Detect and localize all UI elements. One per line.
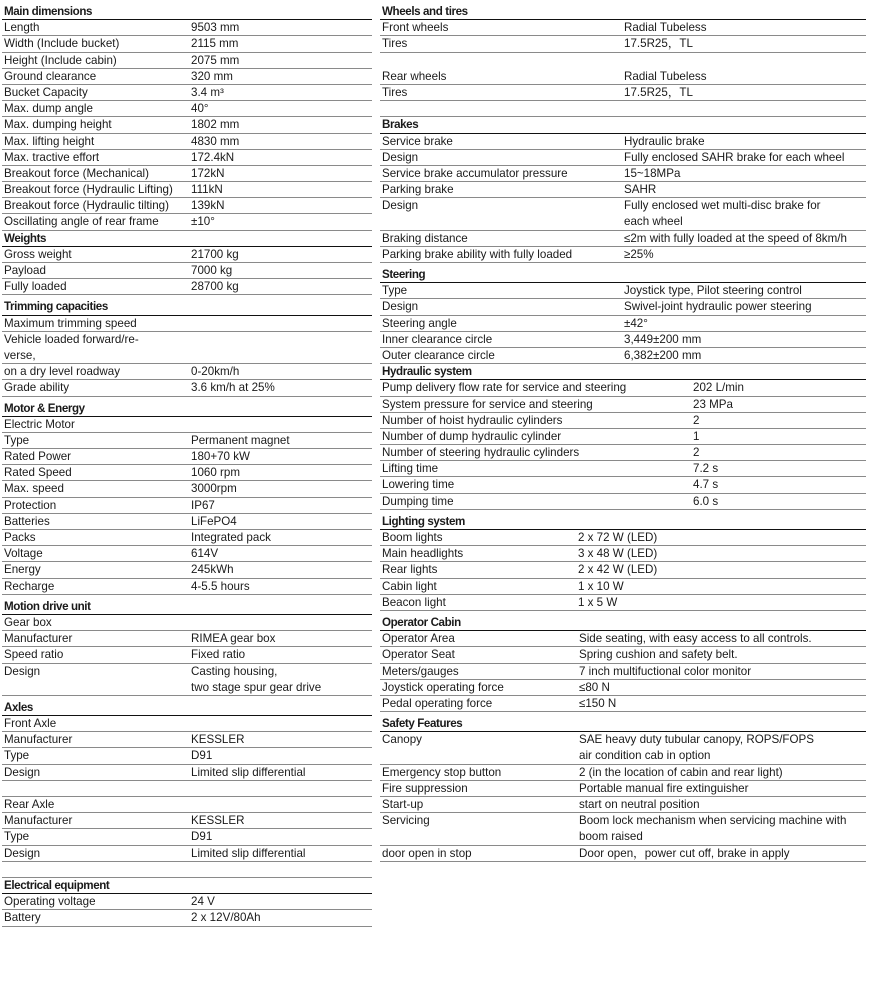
spec-label: Manufacturer bbox=[4, 814, 73, 828]
spec-value: SAE heavy duty tubular canopy, ROPS/FOPS bbox=[579, 733, 814, 747]
spec-value: start on neutral position bbox=[579, 798, 700, 811]
spec-label: door open in stop bbox=[382, 846, 472, 860]
spec-row bbox=[380, 69, 866, 85]
section-heading-text: Trimming capacities bbox=[4, 300, 108, 314]
spec-label: Rear wheels bbox=[382, 69, 447, 83]
spec-value: 172.4kN bbox=[191, 150, 235, 164]
spec-label: Oscillating angle of rear frame bbox=[4, 215, 159, 229]
spec-label: Max. speed bbox=[4, 482, 64, 496]
spec-label: Fire suppression bbox=[382, 781, 468, 795]
spec-label: Breakout force (Hydraulic tilting) bbox=[4, 199, 169, 213]
spec-row bbox=[2, 364, 372, 380]
spec-label: Joystick operating force bbox=[382, 680, 504, 694]
spec-value: 2 x 42 W (LED) bbox=[578, 563, 658, 577]
section-heading-safety-features bbox=[380, 716, 866, 732]
spec-row bbox=[2, 417, 372, 433]
spec-row bbox=[380, 813, 866, 829]
spec-label: Gross weight bbox=[4, 247, 72, 261]
section-heading-text: Weights bbox=[4, 231, 47, 245]
spec-row bbox=[2, 862, 372, 878]
spec-row bbox=[2, 433, 372, 449]
spec-row bbox=[380, 247, 866, 263]
spec-label: Height (Include cabin) bbox=[4, 53, 117, 67]
spec-label: Payload bbox=[4, 264, 46, 277]
spec-row bbox=[2, 198, 372, 214]
spec-label: Operating voltage bbox=[4, 895, 96, 909]
spec-row bbox=[2, 498, 372, 514]
spec-value: Limited slip differential bbox=[191, 765, 306, 779]
spec-value: 1802 mm bbox=[191, 118, 240, 132]
spec-label: Max. dump angle bbox=[4, 102, 93, 116]
section-heading-steering bbox=[380, 267, 866, 283]
spec-label: Type bbox=[4, 749, 30, 763]
spec-value: 2 (in the location of cabin and rear light) bbox=[579, 765, 783, 779]
spec-value: 2 x 72 W (LED) bbox=[578, 531, 658, 544]
spec-value: 23 MPa bbox=[693, 397, 733, 411]
spec-value: ±10° bbox=[191, 215, 215, 229]
spec-value: 3 x 48 W (LED) bbox=[578, 547, 658, 561]
spec-row bbox=[2, 101, 372, 117]
spec-row bbox=[380, 461, 866, 477]
spec-label: Battery bbox=[4, 911, 41, 925]
spec-label: Manufacturer bbox=[4, 632, 73, 646]
spec-label: Design bbox=[382, 199, 419, 213]
spec-label: Energy bbox=[4, 563, 41, 577]
spec-label: Lowering time bbox=[382, 478, 455, 492]
spec-row bbox=[2, 316, 372, 332]
spec-value: 320 mm bbox=[191, 69, 233, 83]
spec-row bbox=[2, 579, 372, 595]
section-heading-lighting-system bbox=[380, 514, 866, 530]
spec-label: Canopy bbox=[382, 733, 422, 747]
spec-label: Rear lights bbox=[382, 563, 438, 577]
spec-row bbox=[380, 546, 866, 562]
spec-value: 21700 kg bbox=[191, 247, 239, 261]
spec-label: Type bbox=[4, 830, 30, 844]
spec-row bbox=[2, 279, 372, 295]
spec-row bbox=[2, 910, 372, 926]
spec-label: Number of steering hydraulic cylinders bbox=[382, 446, 580, 460]
section-heading-hydraulic-system bbox=[380, 364, 866, 380]
section-heading-weights bbox=[2, 231, 372, 247]
spec-label: verse, bbox=[4, 348, 36, 362]
spec-row bbox=[2, 664, 372, 680]
section-heading-wheels-and-tires bbox=[380, 4, 866, 20]
spec-label: Design bbox=[382, 300, 419, 314]
spec-row bbox=[2, 813, 372, 829]
spec-value: 2 bbox=[693, 446, 700, 460]
spec-row bbox=[380, 299, 866, 315]
spec-value: Portable manual fire extinguisher bbox=[579, 781, 749, 795]
section-heading-text: Axles bbox=[4, 700, 33, 714]
spec-value: 40° bbox=[191, 102, 209, 116]
spec-value: 17.5R25，TL bbox=[624, 85, 693, 99]
spec-value: each wheel bbox=[624, 215, 683, 229]
spec-label: Gear box bbox=[4, 615, 52, 629]
spec-value: 2 x 12V/80Ah bbox=[191, 911, 261, 925]
spec-row bbox=[380, 166, 866, 182]
section-heading-motion-drive-unit bbox=[2, 599, 372, 615]
spec-value: 1 x 10 W bbox=[578, 579, 624, 593]
spec-row bbox=[380, 316, 866, 332]
section-heading-text: Electrical equipment bbox=[4, 878, 110, 892]
section-heading-electrical-equipment bbox=[2, 878, 372, 894]
spec-value: 3,449±200 mm bbox=[624, 332, 702, 346]
section-heading-text: Steering bbox=[382, 268, 426, 281]
spec-row bbox=[380, 150, 866, 166]
spec-row bbox=[380, 20, 866, 36]
spec-value: Radial Tubeless bbox=[624, 69, 707, 83]
spec-row bbox=[380, 781, 866, 797]
spec-label: Design bbox=[4, 664, 41, 678]
spec-value: 7 inch multifuctional color monitor bbox=[579, 664, 752, 678]
spec-row bbox=[380, 664, 866, 680]
spec-label: Operator Seat bbox=[382, 648, 455, 662]
spec-label: System pressure for service and steering bbox=[382, 397, 593, 411]
spec-value: KESSLER bbox=[191, 733, 245, 747]
spec-value: 2115 mm bbox=[191, 37, 239, 51]
section-heading-text: Motion drive unit bbox=[4, 599, 91, 613]
spec-label: Type bbox=[4, 433, 30, 447]
spec-row bbox=[380, 283, 866, 299]
spec-value: ≤2m with fully loaded at the speed of 8km/h bbox=[624, 231, 847, 245]
spec-row bbox=[2, 647, 372, 663]
spec-value: air condition cab in option bbox=[579, 749, 711, 763]
spec-row bbox=[380, 36, 866, 52]
spec-label: Service brake bbox=[382, 134, 453, 148]
spec-value: 245kWh bbox=[191, 563, 234, 577]
spec-value: 139kN bbox=[191, 199, 225, 213]
spec-value: 0-20km/h bbox=[191, 365, 240, 379]
spec-row bbox=[380, 846, 866, 862]
spec-row bbox=[2, 514, 372, 530]
spec-label: Operator Area bbox=[382, 632, 455, 646]
spec-row bbox=[380, 530, 866, 546]
spec-value: two stage spur gear drive bbox=[191, 680, 322, 694]
spec-label: Front Axle bbox=[4, 717, 57, 731]
spec-row bbox=[380, 680, 866, 696]
spec-row bbox=[2, 748, 372, 764]
spec-value: 6.0 s bbox=[693, 494, 719, 508]
spec-row bbox=[2, 214, 372, 230]
spec-label: Cabin light bbox=[382, 579, 437, 593]
spec-row bbox=[2, 530, 372, 546]
spec-label: Start-up bbox=[382, 798, 424, 811]
spec-value: Integrated pack bbox=[191, 531, 271, 544]
spec-row bbox=[380, 562, 866, 578]
spec-value: Fixed ratio bbox=[191, 648, 246, 662]
spec-row bbox=[380, 231, 866, 247]
spec-label: Ground clearance bbox=[4, 69, 97, 83]
spec-label: Rated Speed bbox=[4, 466, 72, 480]
spec-value: Door open，power cut off, brake in apply bbox=[579, 846, 790, 860]
spec-row bbox=[2, 732, 372, 748]
spec-row bbox=[380, 214, 866, 230]
spec-row bbox=[380, 631, 866, 647]
spec-label: Lifting time bbox=[382, 462, 439, 476]
spec-value: Joystick type, Pilot steering control bbox=[624, 284, 802, 298]
spec-label: Packs bbox=[4, 531, 36, 544]
spec-label: Main headlights bbox=[382, 547, 464, 561]
section-heading-operator-cabin bbox=[380, 615, 866, 631]
spec-label: Manufacturer bbox=[4, 733, 73, 747]
spec-label: Fully loaded bbox=[4, 280, 67, 294]
spec-row bbox=[2, 615, 372, 631]
spec-row bbox=[2, 481, 372, 497]
right-spec-column bbox=[380, 4, 866, 862]
spec-value: Casting housing, bbox=[191, 664, 278, 678]
spec-row bbox=[2, 546, 372, 562]
spec-label: Boom lights bbox=[382, 531, 443, 544]
spec-row bbox=[2, 797, 372, 813]
spec-label: Length bbox=[4, 21, 40, 35]
spec-row bbox=[2, 716, 372, 732]
spec-label: Outer clearance circle bbox=[382, 348, 495, 362]
spec-value: Hydraulic brake bbox=[624, 134, 705, 148]
spec-label: Number of hoist hydraulic cylinders bbox=[382, 413, 563, 427]
spec-value: 614V bbox=[191, 547, 219, 561]
section-heading-text: Motor & Energy bbox=[4, 401, 85, 415]
spec-label: Max. tractive effort bbox=[4, 150, 100, 164]
spec-row bbox=[380, 732, 866, 748]
spec-label: Recharge bbox=[4, 579, 55, 593]
spec-row bbox=[380, 494, 866, 510]
spec-value: 180+70 kW bbox=[191, 450, 250, 464]
spec-value: 28700 kg bbox=[191, 280, 239, 294]
spec-row bbox=[380, 348, 866, 364]
spec-value: 1060 rpm bbox=[191, 466, 240, 480]
spec-value: Permanent magnet bbox=[191, 433, 290, 447]
spec-label: Emergency stop button bbox=[382, 765, 502, 779]
spec-value: Fully enclosed SAHR brake for each wheel bbox=[624, 150, 845, 164]
spec-value: D91 bbox=[191, 830, 213, 844]
spec-value: Fully enclosed wet multi-disc brake for bbox=[624, 199, 821, 213]
spec-value: Swivel-joint hydraulic power steering bbox=[624, 300, 812, 314]
spec-label: Tires bbox=[382, 85, 408, 99]
spec-row bbox=[2, 631, 372, 647]
spec-row bbox=[2, 36, 372, 52]
spec-value: ≤80 N bbox=[579, 680, 610, 694]
section-heading-text: Main dimensions bbox=[4, 5, 93, 18]
spec-row bbox=[380, 413, 866, 429]
spec-label: Design bbox=[4, 846, 41, 860]
spec-value: 2075 mm bbox=[191, 53, 240, 67]
spec-value: KESSLER bbox=[191, 814, 245, 828]
spec-value: 9503 mm bbox=[191, 21, 240, 35]
spec-value: 15~18MPa bbox=[624, 166, 681, 180]
spec-value: Limited slip differential bbox=[191, 846, 306, 860]
spec-row bbox=[380, 429, 866, 445]
spec-label: Breakout force (Mechanical) bbox=[4, 166, 149, 180]
spec-label: Meters/gauges bbox=[382, 664, 459, 678]
spec-value: D91 bbox=[191, 749, 213, 763]
spec-value: 24 V bbox=[191, 895, 215, 909]
left-spec-column bbox=[2, 4, 372, 927]
spec-value: SAHR bbox=[624, 183, 657, 197]
spec-row bbox=[2, 449, 372, 465]
spec-value: 3000rpm bbox=[191, 482, 237, 496]
spec-label: Design bbox=[382, 150, 419, 164]
spec-row bbox=[2, 380, 372, 396]
spec-row bbox=[2, 166, 372, 182]
spec-label: Pedal operating force bbox=[382, 696, 493, 710]
spec-value: Boom lock mechanism when servicing machine with bbox=[579, 814, 847, 828]
spec-label: Tires bbox=[382, 37, 408, 51]
spec-row bbox=[380, 696, 866, 712]
spec-row bbox=[2, 680, 372, 696]
spec-value: 2 bbox=[693, 413, 700, 427]
spec-value: 172kN bbox=[191, 166, 225, 180]
spec-value: 3.4 m³ bbox=[191, 85, 224, 99]
spec-row bbox=[380, 579, 866, 595]
spec-row bbox=[380, 53, 866, 69]
spec-row bbox=[380, 765, 866, 781]
spec-label: Batteries bbox=[4, 514, 50, 528]
spec-label: Braking distance bbox=[382, 231, 468, 245]
spec-row bbox=[380, 647, 866, 663]
section-heading-text: Hydraulic system bbox=[382, 365, 472, 379]
section-heading-text: Wheels and tires bbox=[382, 5, 468, 18]
spec-row bbox=[2, 263, 372, 279]
spec-row bbox=[2, 85, 372, 101]
spec-label: Design bbox=[4, 765, 41, 779]
spec-label: Steering angle bbox=[382, 316, 457, 330]
spec-row bbox=[2, 247, 372, 263]
spec-label: Grade ability bbox=[4, 381, 70, 395]
spec-row bbox=[380, 380, 866, 396]
spec-label: on a dry level roadway bbox=[4, 365, 120, 379]
spec-row bbox=[2, 53, 372, 69]
spec-row bbox=[2, 348, 372, 364]
spec-value: 1 bbox=[693, 429, 700, 443]
spec-row bbox=[2, 465, 372, 481]
spec-value: 202 L/min bbox=[693, 381, 744, 395]
spec-value: RIMEA gear box bbox=[191, 632, 276, 646]
spec-label: Max. dumping height bbox=[4, 118, 112, 132]
spec-label: Protection bbox=[4, 498, 57, 512]
spec-row bbox=[2, 69, 372, 85]
section-heading-text: Safety Features bbox=[382, 717, 463, 731]
section-heading-text: Operator Cabin bbox=[382, 615, 461, 629]
spec-label: Rated Power bbox=[4, 450, 72, 464]
spec-row bbox=[380, 332, 866, 348]
spec-value: boom raised bbox=[579, 830, 643, 844]
spec-value: 17.5R25，TL bbox=[624, 37, 693, 51]
spec-value: 1 x 5 W bbox=[578, 595, 618, 609]
spec-value: 111kN bbox=[191, 183, 223, 197]
spec-value: 4.7 s bbox=[693, 478, 719, 492]
spec-label: Rear Axle bbox=[4, 798, 55, 811]
spec-label: Dumping time bbox=[382, 494, 454, 508]
spec-label: Service brake accumulator pressure bbox=[382, 166, 568, 180]
spec-row bbox=[380, 101, 866, 117]
spec-row bbox=[2, 562, 372, 578]
spec-value: LiFePO4 bbox=[191, 514, 237, 528]
spec-label: Electric Motor bbox=[4, 417, 75, 431]
spec-row bbox=[380, 397, 866, 413]
spec-value: 4830 mm bbox=[191, 134, 240, 148]
spec-label: Front wheels bbox=[382, 21, 449, 35]
spec-value: Spring cushion and safety belt. bbox=[579, 648, 738, 662]
spec-row bbox=[380, 85, 866, 101]
spec-row bbox=[2, 846, 372, 862]
spec-row bbox=[2, 765, 372, 781]
spec-label: Parking brake bbox=[382, 183, 454, 197]
spec-label: Bucket Capacity bbox=[4, 85, 88, 99]
spec-row bbox=[2, 117, 372, 133]
spec-row bbox=[380, 182, 866, 198]
spec-label: Breakout force (Hydraulic Lifting) bbox=[4, 183, 173, 197]
spec-label: Max. lifting height bbox=[4, 134, 95, 148]
section-heading-trimming-capacities bbox=[2, 299, 372, 315]
spec-value: 4-5.5 hours bbox=[191, 579, 250, 593]
section-heading-main-dimensions bbox=[2, 4, 372, 20]
spec-label: Type bbox=[382, 284, 408, 298]
spec-row bbox=[2, 182, 372, 198]
spec-label: Speed ratio bbox=[4, 648, 64, 662]
spec-value: Side seating, with easy access to all controls. bbox=[579, 632, 812, 646]
section-heading-motor-energy bbox=[2, 401, 372, 417]
spec-label: Width (Include bucket) bbox=[4, 37, 120, 51]
section-heading-text: Brakes bbox=[382, 118, 419, 132]
spec-row bbox=[380, 797, 866, 813]
spec-label: Parking brake ability with fully loaded bbox=[382, 247, 573, 261]
spec-value: ≥25% bbox=[624, 247, 654, 261]
spec-row bbox=[2, 150, 372, 166]
spec-label: Beacon light bbox=[382, 595, 446, 609]
spec-row bbox=[2, 894, 372, 910]
spec-label: Servicing bbox=[382, 814, 430, 828]
spec-row bbox=[380, 445, 866, 461]
spec-row bbox=[2, 134, 372, 150]
spec-value: Radial Tubeless bbox=[624, 21, 707, 35]
spec-value: 7000 kg bbox=[191, 264, 233, 277]
spec-row bbox=[380, 595, 866, 611]
spec-row bbox=[2, 332, 372, 348]
spec-value: 7.2 s bbox=[693, 462, 719, 476]
spec-label: Inner clearance circle bbox=[382, 332, 493, 346]
spec-row bbox=[2, 781, 372, 797]
spec-value: 3.6 km/h at 25% bbox=[191, 381, 275, 395]
section-heading-text: Lighting system bbox=[382, 514, 465, 528]
spec-label: Maximum trimming speed bbox=[4, 316, 137, 330]
spec-row bbox=[380, 198, 866, 214]
spec-value: ±42° bbox=[624, 316, 648, 330]
section-heading-brakes bbox=[380, 117, 866, 133]
spec-value: IP67 bbox=[191, 498, 215, 512]
spec-value: 6,382±200 mm bbox=[624, 348, 702, 362]
spec-row bbox=[380, 134, 866, 150]
spec-label: Voltage bbox=[4, 547, 43, 561]
spec-value: ≤150 N bbox=[579, 696, 617, 710]
spec-row bbox=[2, 20, 372, 36]
spec-label: Pump delivery flow rate for service and steering bbox=[382, 381, 627, 395]
spec-row bbox=[2, 829, 372, 845]
spec-row bbox=[380, 748, 866, 764]
section-heading-axles bbox=[2, 700, 372, 716]
spec-label: Number of dump hydraulic cylinder bbox=[382, 429, 562, 443]
spec-label: Vehicle loaded forward/re- bbox=[4, 332, 139, 346]
spec-row bbox=[380, 829, 866, 845]
spec-row bbox=[380, 477, 866, 493]
